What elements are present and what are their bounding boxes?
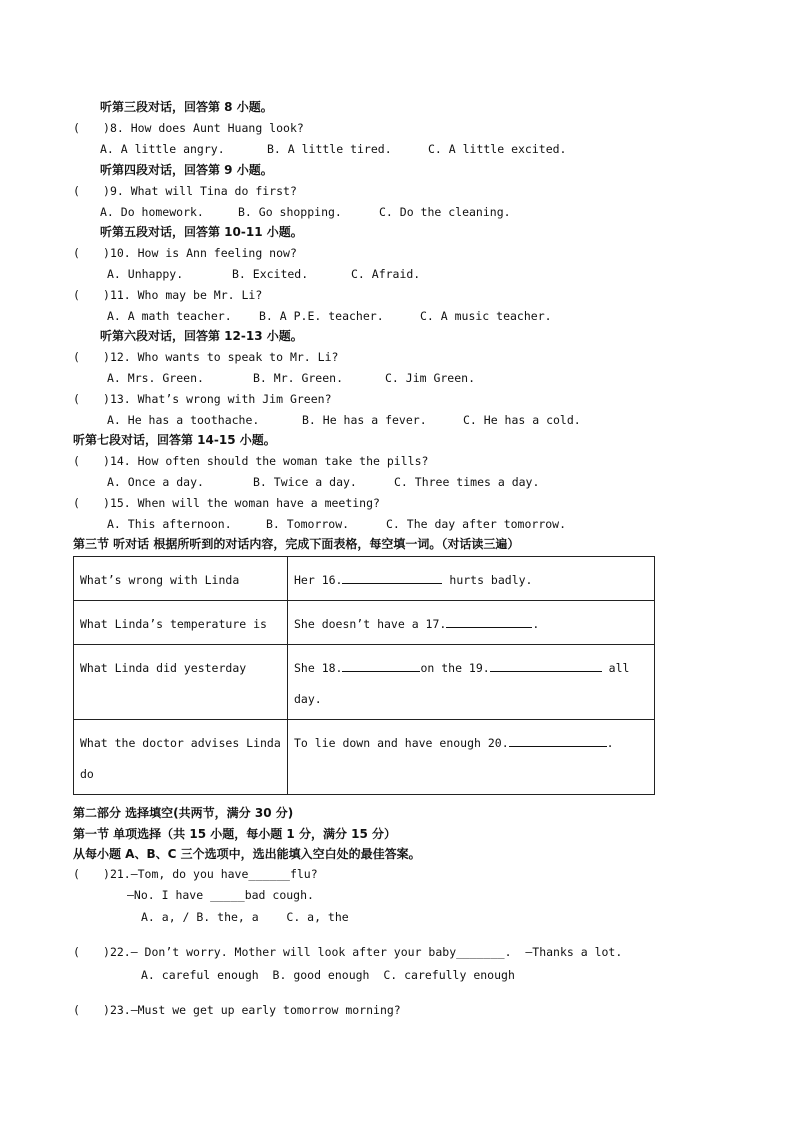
option-a: A. This afternoon. <box>107 517 232 531</box>
question-21: ( )21.—Tom, do you have______flu? <box>73 867 318 881</box>
table-answer-cell: She doesn’t have a 17. . <box>288 601 655 645</box>
section-heading: 听第四段对话，回答第 9 小题。 <box>100 163 273 177</box>
option-a: A. A math teacher. <box>107 309 232 323</box>
question-13: ( )13. What’s wrong with Jim Green? <box>73 392 332 406</box>
option-b: B. Go shopping. <box>238 205 342 219</box>
question-11: ( )11. Who may be Mr. Li? <box>73 288 263 302</box>
answer-paren[interactable]: ( <box>73 1003 80 1017</box>
table-answer-cell: To lie down and have enough 20. . <box>288 720 655 795</box>
option-b: B. Twice a day. <box>253 475 357 489</box>
answer-paren[interactable]: ( <box>73 350 80 364</box>
question-15: ( )15. When will the woman have a meeting? <box>73 496 380 510</box>
blank-18[interactable] <box>342 659 420 672</box>
question-8: ( )8. How does Aunt Huang look? <box>73 121 304 135</box>
table-row <box>74 720 655 795</box>
section-heading: 听第七段对话，回答第 14-15 小题。 <box>73 433 276 447</box>
option-a: A. Mrs. Green. <box>107 371 204 385</box>
blank-20[interactable] <box>509 734 607 747</box>
answer-paren[interactable]: ( <box>73 867 80 881</box>
option-b: B. A little tired. <box>267 142 392 156</box>
option-c: C. Jim Green. <box>385 371 476 385</box>
answer-paren[interactable]: ( <box>73 246 80 260</box>
answer-paren[interactable]: ( <box>73 496 80 510</box>
option-a: A. Unhappy. <box>107 267 184 281</box>
answer-paren[interactable]: ( <box>73 392 80 406</box>
part-2-subtitle: 第一节 单项选择（共 15 小题，每小题 1 分，满分 15 分） <box>73 827 396 841</box>
question-14: ( )14. How often should the woman take the pills? <box>73 454 429 468</box>
table-row <box>74 645 655 720</box>
blank-17[interactable] <box>446 615 532 628</box>
table-answer-cell: Her 16. hurts badly. <box>288 557 655 601</box>
table-row <box>74 601 655 645</box>
section-heading: 听第五段对话，回答第 10-11 小题。 <box>100 225 303 239</box>
option-c: C. Do the cleaning. <box>379 205 511 219</box>
question-22-options: A. careful enough B. good enough C. carefully enough <box>141 968 515 982</box>
option-c: C. A music teacher. <box>420 309 552 323</box>
option-c: C. He has a cold. <box>463 413 581 427</box>
fill-in-table <box>73 556 655 795</box>
table-question-cell: What’s wrong with Linda <box>74 557 288 601</box>
table-question-cell: What the doctor advises Linda do <box>74 720 288 795</box>
option-a: A. Do homework. <box>100 205 204 219</box>
section-3-heading: 第三节 听对话 根据所听到的对话内容，完成下面表格，每空填一词。（对话读三遍） <box>73 537 520 551</box>
option-a: A. He has a toothache. <box>107 413 260 427</box>
option-c: C. Three times a day. <box>394 475 540 489</box>
question-23: ( )23.—Must we get up early tomorrow morning? <box>73 1003 401 1017</box>
answer-paren[interactable]: ( <box>73 184 80 198</box>
question-21-line2: —No. I have _____bad cough. <box>127 888 314 902</box>
answer-paren[interactable]: ( <box>73 121 80 135</box>
section-heading: 听第六段对话，回答第 12-13 小题。 <box>100 329 303 343</box>
section-heading: 听第三段对话，回答第 8 小题。 <box>100 100 273 114</box>
option-a: A. Once a day. <box>107 475 204 489</box>
answer-paren[interactable]: ( <box>73 454 80 468</box>
table-question-cell: What Linda’s temperature is <box>74 601 288 645</box>
option-c: C. A little excited. <box>428 142 567 156</box>
answer-paren[interactable]: ( <box>73 288 80 302</box>
table-answer-cell: She 18. on the 19. all day. <box>288 645 655 720</box>
table-question-cell: What Linda did yesterday <box>74 645 288 720</box>
option-b: B. A P.E. teacher. <box>259 309 384 323</box>
option-a: A. A little angry. <box>100 142 225 156</box>
option-b: B. Excited. <box>232 267 309 281</box>
option-b: B. Tomorrow. <box>266 517 350 531</box>
answer-paren[interactable]: ( <box>73 945 80 959</box>
question-22: ( )22.— Don’t worry. Mother will look after your baby_______. —Thanks a lot. <box>73 945 623 959</box>
blank-19[interactable] <box>490 659 602 672</box>
option-b: B. Mr. Green. <box>253 371 344 385</box>
option-c: C. The day after tomorrow. <box>386 517 567 531</box>
part-2-title: 第二部分 选择填空(共两节，满分 30 分) <box>73 806 294 820</box>
question-10: ( )10. How is Ann feeling now? <box>73 246 297 260</box>
part-2-instructions: 从每小题 A、B、C 三个选项中，选出能填入空白处的最佳答案。 <box>73 847 421 861</box>
question-9: ( )9. What will Tina do first? <box>73 184 297 198</box>
option-c: C. Afraid. <box>351 267 421 281</box>
question-12: ( )12. Who wants to speak to Mr. Li? <box>73 350 339 364</box>
table-row <box>74 557 655 601</box>
question-21-options: A. a, / B. the, a C. a, the <box>141 910 349 924</box>
blank-16[interactable] <box>342 571 442 584</box>
option-b: B. He has a fever. <box>302 413 427 427</box>
